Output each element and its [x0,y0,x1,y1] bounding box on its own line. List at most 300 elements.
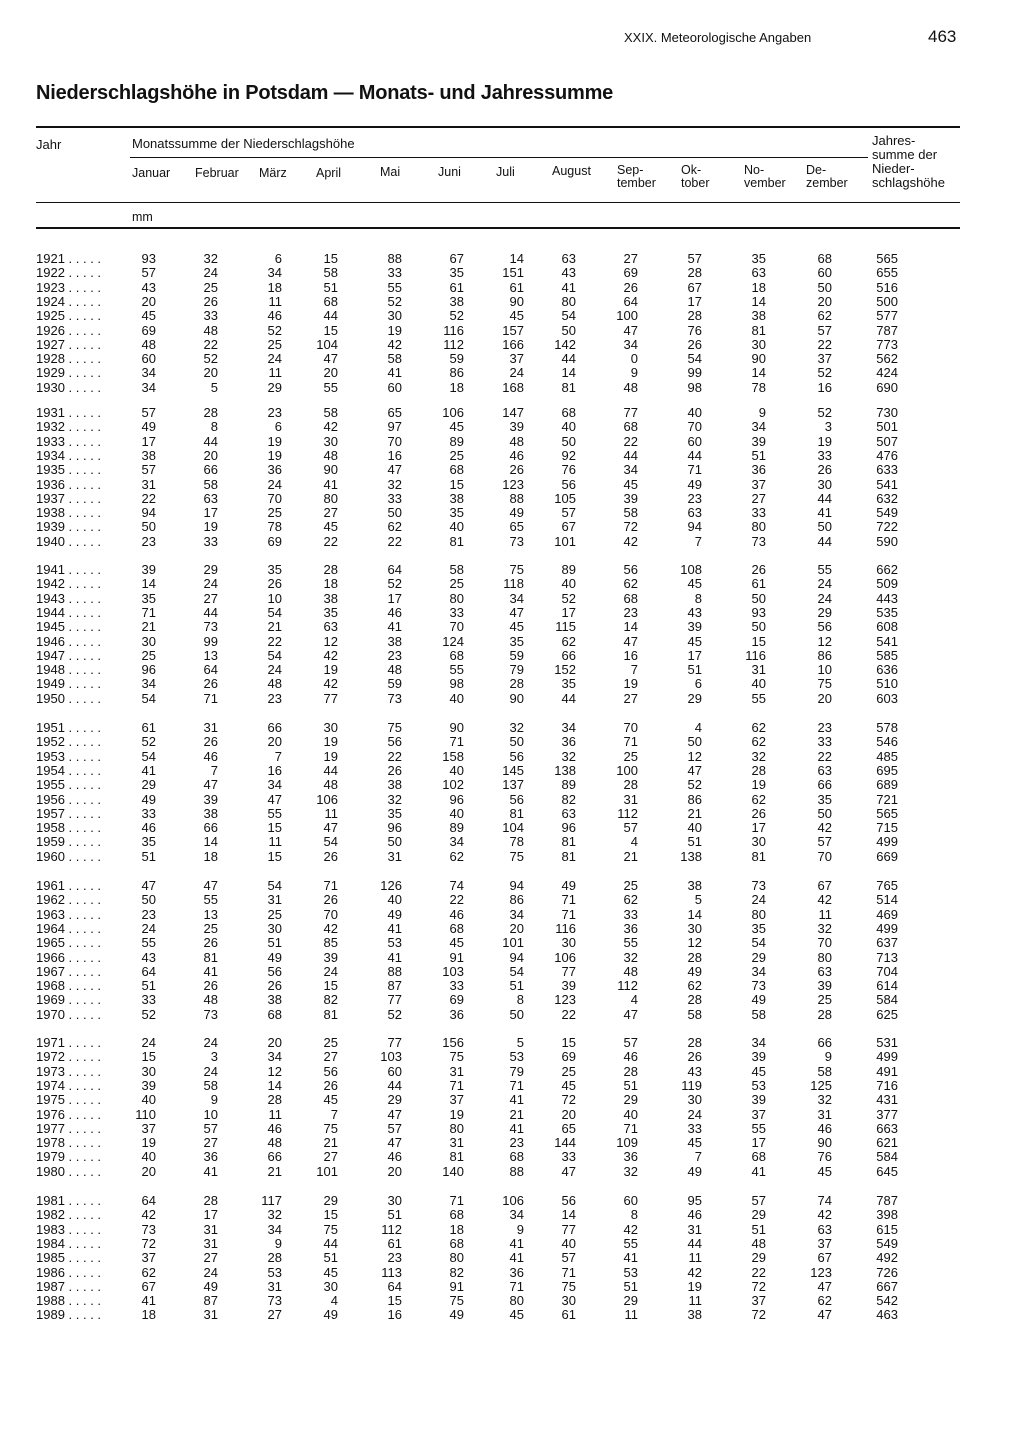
month-value-cell: 42 [323,647,338,663]
month-value-cell: 35 [141,834,156,850]
month-value-cell: 50 [141,519,156,535]
month-value-cell: 29 [267,379,282,395]
month-value-cell: 73 [509,533,524,549]
year-cell: 1984 . . . . . [36,1235,102,1251]
month-value-cell: 52 [687,777,702,793]
month-value-cell: 40 [141,1149,156,1165]
month-value-cell: 41 [203,1163,218,1179]
month-value-cell: 55 [387,279,402,295]
month-value-cell: 29 [751,1207,766,1223]
month-value-cell: 38 [387,777,402,793]
month-value-cell: 119 [681,1077,702,1093]
month-value-cell: 33 [387,490,402,506]
month-value-cell: 53 [267,1264,282,1280]
month-value-cell: 42 [323,419,338,435]
year-cell: 1976 . . . . . [36,1106,102,1122]
month-value-cell: 48 [267,676,282,692]
month-value-cell: 20 [203,365,218,381]
year-cell: 1933 . . . . . [36,433,102,449]
month-value-cell: 37 [141,1250,156,1266]
month-value-cell: 50 [387,505,402,521]
month-value-cell: 71 [509,1077,524,1093]
month-value-cell: 101 [502,935,524,951]
month-value-cell: 43 [141,949,156,965]
month-value-cell: 15 [561,1035,576,1050]
annual-sum-cell: 669 [876,848,898,864]
month-header-line: Juni [438,165,461,179]
month-value-cell: 73 [751,533,766,549]
month-value-cell: 151 [502,265,524,281]
annual-sum-cell: 632 [876,490,898,506]
month-value-cell: 45 [817,1163,832,1179]
month-value-cell: 94 [509,949,524,965]
month-value-cell: 62 [751,791,766,807]
annual-sum-cell: 535 [876,604,898,620]
month-value-cell: 99 [687,365,702,381]
month-value-cell: 29 [687,690,702,706]
month-value-cell: 145 [502,762,524,778]
month-value-cell: 21 [267,1163,282,1179]
month-value-cell: 28 [687,949,702,965]
month-value-cell: 39 [751,1092,766,1108]
month-value-cell: 19 [687,1278,702,1294]
month-header-juli [496,166,515,179]
table-row [0,1237,1024,1251]
annual-sum-cell: 485 [876,748,898,764]
month-value-cell: 45 [449,935,464,951]
month-value-cell: 33 [687,1120,702,1136]
month-value-cell: 69 [561,1049,576,1065]
month-value-cell: 13 [203,647,218,663]
month-value-cell: 14 [561,365,576,381]
month-value-cell: 81 [561,848,576,864]
month-value-cell: 47 [387,1106,402,1122]
month-value-cell: 14 [751,293,766,309]
month-value-cell: 74 [817,1193,832,1208]
table-row [0,1008,1024,1022]
month-value-cell: 66 [267,1149,282,1165]
month-value-cell: 9 [210,1092,218,1108]
month-value-cell: 48 [323,777,338,793]
table-row [0,807,1024,821]
table-row [0,338,1024,352]
table-row [0,893,1024,907]
month-value-cell: 26 [267,576,282,592]
month-value-cell: 72 [751,1278,766,1294]
annual-sum-cell: 637 [876,935,898,951]
table-row [0,1150,1024,1164]
month-value-cell: 50 [817,519,832,535]
month-value-cell: 116 [443,322,464,338]
year-cell: 1943 . . . . . [36,590,102,606]
unit-rule [36,202,960,203]
month-header-september [617,164,656,190]
month-value-cell: 7 [694,1149,702,1165]
month-header-line: April [316,166,342,180]
month-value-cell: 68 [267,1006,282,1022]
month-value-cell: 33 [817,734,832,750]
month-value-cell: 17 [203,1207,218,1223]
month-value-cell: 41 [509,1120,524,1136]
month-value-cell: 4 [630,992,638,1008]
month-value-cell: 60 [387,379,402,395]
month-value-cell: 56 [623,562,638,577]
month-value-cell: 22 [141,490,156,506]
month-value-cell: 52 [387,576,402,592]
month-value-cell: 21 [687,805,702,821]
month-value-cell: 47 [623,633,638,649]
month-value-cell: 46 [267,308,282,324]
month-value-cell: 38 [267,992,282,1008]
month-value-cell: 27 [751,490,766,506]
month-value-cell: 47 [623,322,638,338]
month-value-cell: 32 [387,791,402,807]
month-value-cell: 57 [623,820,638,836]
month-value-cell: 75 [323,1120,338,1136]
month-value-cell: 46 [509,447,524,463]
month-value-cell: 80 [509,1293,524,1309]
annual-sum-cell: 773 [876,336,898,352]
month-value-cell: 67 [561,519,576,535]
month-value-cell: 19 [267,447,282,463]
month-value-cell: 118 [503,576,524,592]
month-value-cell: 24 [751,892,766,908]
month-value-cell: 63 [687,505,702,521]
annual-sum-cell: 603 [876,690,898,706]
month-value-cell: 57 [141,405,156,420]
month-value-cell: 63 [817,1221,832,1237]
month-value-cell: 35 [509,633,524,649]
month-value-cell: 48 [751,1235,766,1251]
month-value-cell: 63 [561,805,576,821]
month-value-cell: 73 [751,878,766,893]
month-value-cell: 27 [203,1135,218,1151]
month-value-cell: 126 [380,878,402,893]
month-value-cell: 67 [449,251,464,266]
month-value-cell: 94 [509,878,524,893]
month-value-cell: 51 [267,935,282,951]
month-value-cell: 40 [387,892,402,908]
month-value-cell: 52 [817,365,832,381]
table-row [0,879,1024,893]
month-value-cell: 68 [449,1207,464,1223]
month-value-cell: 78 [267,519,282,535]
month-header-dezember [806,164,848,190]
year-cell: 1948 . . . . . [36,662,102,678]
month-value-cell: 51 [687,834,702,850]
month-value-cell: 15 [323,1207,338,1223]
month-value-cell: 38 [323,590,338,606]
month-value-cell: 48 [141,336,156,352]
month-value-cell: 81 [449,1149,464,1165]
month-value-cell: 30 [323,720,338,735]
month-value-cell: 71 [623,734,638,750]
table-row [0,1266,1024,1280]
month-value-cell: 16 [817,379,832,395]
year-cell: 1932 . . . . . [36,419,102,435]
month-value-cell: 43 [141,279,156,295]
month-value-cell: 12 [687,748,702,764]
month-value-cell: 75 [509,848,524,864]
month-value-cell: 28 [509,676,524,692]
annual-sum-cell: 491 [876,1063,898,1079]
month-value-cell: 166 [502,336,524,352]
month-value-cell: 47 [203,878,218,893]
month-value-cell: 32 [509,720,524,735]
month-value-cell: 59 [449,351,464,367]
month-value-cell: 31 [387,848,402,864]
month-value-cell: 75 [561,1278,576,1294]
month-value-cell: 19 [323,734,338,750]
month-value-cell: 27 [203,590,218,606]
month-value-cell: 52 [387,1006,402,1022]
month-value-cell: 22 [561,1006,576,1022]
month-value-cell: 137 [502,777,524,793]
annual-sum-cell: 615 [876,1221,898,1237]
month-value-cell: 67 [141,1278,156,1294]
month-value-cell: 65 [387,405,402,420]
month-value-cell: 20 [267,734,282,750]
month-value-cell: 6 [274,419,282,435]
table-row [0,266,1024,280]
month-value-cell: 52 [203,351,218,367]
annual-sum-cell: 645 [876,1163,898,1179]
year-cell: 1985 . . . . . [36,1250,102,1266]
month-value-cell: 35 [817,791,832,807]
month-value-cell: 68 [623,590,638,606]
month-value-cell: 58 [751,1006,766,1022]
month-value-cell: 75 [323,1221,338,1237]
table-row [0,721,1024,735]
month-value-cell: 43 [687,1063,702,1079]
annual-sum-cell: 565 [876,251,898,266]
month-value-cell: 35 [561,676,576,692]
month-value-cell: 106 [316,791,338,807]
month-value-cell: 21 [623,848,638,864]
month-value-cell: 70 [267,490,282,506]
month-value-cell: 30 [141,1063,156,1079]
month-value-cell: 86 [687,791,702,807]
month-value-cell: 4 [694,720,702,735]
annual-sum-cell: 499 [876,920,898,936]
month-value-cell: 52 [817,405,832,420]
month-value-cell: 14 [623,619,638,635]
month-value-cell: 28 [623,777,638,793]
month-value-cell: 44 [687,447,702,463]
month-header-august [552,165,591,178]
month-value-cell: 63 [561,251,576,266]
month-value-cell: 41 [203,963,218,979]
month-value-cell: 51 [323,279,338,295]
month-value-cell: 41 [817,505,832,521]
month-value-cell: 37 [817,1235,832,1251]
month-value-cell: 54 [751,935,766,951]
month-value-cell: 25 [141,647,156,663]
table-row [0,1308,1024,1322]
month-value-cell: 67 [817,1250,832,1266]
month-value-cell: 40 [687,405,702,420]
month-value-cell: 65 [509,519,524,535]
month-value-cell: 123 [502,476,524,492]
table-row [0,663,1024,677]
month-value-cell: 26 [323,892,338,908]
table-row [0,750,1024,764]
month-value-cell: 23 [623,604,638,620]
month-value-cell: 8 [630,1207,638,1223]
table-row [0,592,1024,606]
month-value-cell: 71 [623,1120,638,1136]
month-value-cell: 37 [509,351,524,367]
month-value-cell: 40 [751,676,766,692]
month-value-cell: 37 [817,351,832,367]
month-value-cell: 37 [141,1120,156,1136]
year-cell: 1949 . . . . . [36,676,102,692]
month-value-cell: 30 [323,433,338,449]
month-value-cell: 33 [561,1149,576,1165]
month-value-cell: 98 [687,379,702,395]
annual-sum-cell: 730 [876,405,898,420]
month-value-cell: 68 [449,920,464,936]
month-value-cell: 56 [817,619,832,635]
month-value-cell: 6 [694,676,702,692]
month-value-cell: 54 [323,834,338,850]
month-value-cell: 27 [323,1049,338,1065]
month-value-cell: 46 [141,820,156,836]
annual-sum-cell: 662 [876,562,898,577]
month-value-cell: 25 [449,447,464,463]
month-header-januar [132,167,170,180]
month-value-cell: 43 [687,604,702,620]
month-value-cell: 15 [449,476,464,492]
month-value-cell: 26 [203,935,218,951]
month-value-cell: 20 [817,293,832,309]
month-value-cell: 40 [561,419,576,435]
month-value-cell: 34 [751,419,766,435]
month-value-cell: 24 [203,1035,218,1050]
month-value-cell: 7 [330,1106,338,1122]
annual-sum-cell: 584 [876,1149,898,1165]
month-value-cell: 39 [751,433,766,449]
annual-sum-cell: 715 [876,820,898,836]
month-value-cell: 71 [561,1264,576,1280]
month-value-cell: 54 [141,748,156,764]
month-value-cell: 11 [624,1307,638,1323]
month-value-cell: 82 [449,1264,464,1280]
month-value-cell: 39 [561,978,576,994]
month-value-cell: 17 [751,820,766,836]
year-cell: 1974 . . . . . [36,1077,102,1093]
month-value-cell: 62 [687,978,702,994]
month-value-cell: 90 [509,690,524,706]
table-row [0,692,1024,706]
month-value-cell: 72 [141,1235,156,1251]
month-value-cell: 15 [323,978,338,994]
month-value-cell: 51 [623,1278,638,1294]
month-value-cell: 56 [509,791,524,807]
month-value-cell: 33 [203,308,218,324]
month-value-cell: 55 [141,935,156,951]
month-value-cell: 41 [751,1163,766,1179]
month-value-cell: 21 [323,1135,338,1151]
month-value-cell: 31 [687,1221,702,1237]
table-row [0,435,1024,449]
table-row [0,993,1024,1007]
month-value-cell: 91 [449,1278,464,1294]
table-row [0,908,1024,922]
month-value-cell: 17 [751,1135,766,1151]
month-value-cell: 45 [623,476,638,492]
month-value-cell: 31 [203,1235,218,1251]
month-value-cell: 124 [442,633,464,649]
month-value-cell: 14 [751,365,766,381]
month-value-cell: 73 [267,1293,282,1309]
table-row [0,635,1024,649]
month-value-cell: 34 [267,777,282,793]
month-value-cell: 12 [687,935,702,951]
month-value-cell: 26 [203,734,218,750]
month-value-cell: 50 [141,892,156,908]
annual-sum-cell: 716 [876,1077,898,1093]
table-row [0,821,1024,835]
month-value-cell: 50 [687,734,702,750]
month-value-cell: 44 [203,604,218,620]
year-cell: 1967 . . . . . [36,963,102,979]
month-value-cell: 31 [203,1307,218,1323]
month-value-cell: 68 [449,1235,464,1251]
year-cell: 1922 . . . . . [36,265,102,281]
unit-label: mm [132,210,153,224]
table-row [0,677,1024,691]
annual-sum-cell: 722 [876,519,898,535]
month-value-cell: 77 [387,1035,402,1050]
month-value-cell: 63 [323,619,338,635]
month-value-cell: 81 [751,322,766,338]
month-header-april [316,167,341,180]
month-value-cell: 68 [449,462,464,478]
month-value-cell: 20 [817,690,832,706]
month-value-cell: 123 [554,992,576,1008]
month-value-cell: 44 [561,351,576,367]
month-value-cell: 51 [687,662,702,678]
month-value-cell: 73 [141,1221,156,1237]
month-value-cell: 53 [623,1264,638,1280]
month-value-cell: 56 [561,1193,576,1208]
month-value-cell: 41 [509,1092,524,1108]
month-value-cell: 27 [203,1250,218,1266]
table-row [0,406,1024,420]
month-value-cell: 7 [274,748,282,764]
month-value-cell: 81 [323,1006,338,1022]
annual-sum-cell: 695 [876,762,898,778]
month-value-cell: 110 [135,1106,156,1122]
table-row [0,1079,1024,1093]
year-cell: 1964 . . . . . [36,920,102,936]
month-value-cell: 142 [554,336,576,352]
month-value-cell: 45 [751,1063,766,1079]
month-value-cell: 36 [203,1149,218,1165]
year-cell: 1988 . . . . . [36,1293,102,1309]
month-value-cell: 17 [561,604,576,620]
year-cell: 1936 . . . . . [36,476,102,492]
year-cell: 1966 . . . . . [36,949,102,965]
month-value-cell: 80 [449,1250,464,1266]
month-value-cell: 69 [141,322,156,338]
month-header-mai [380,166,400,179]
month-value-cell: 33 [817,447,832,463]
month-value-cell: 18 [751,279,766,295]
month-value-cell: 46 [449,906,464,922]
month-value-cell: 70 [817,848,832,864]
